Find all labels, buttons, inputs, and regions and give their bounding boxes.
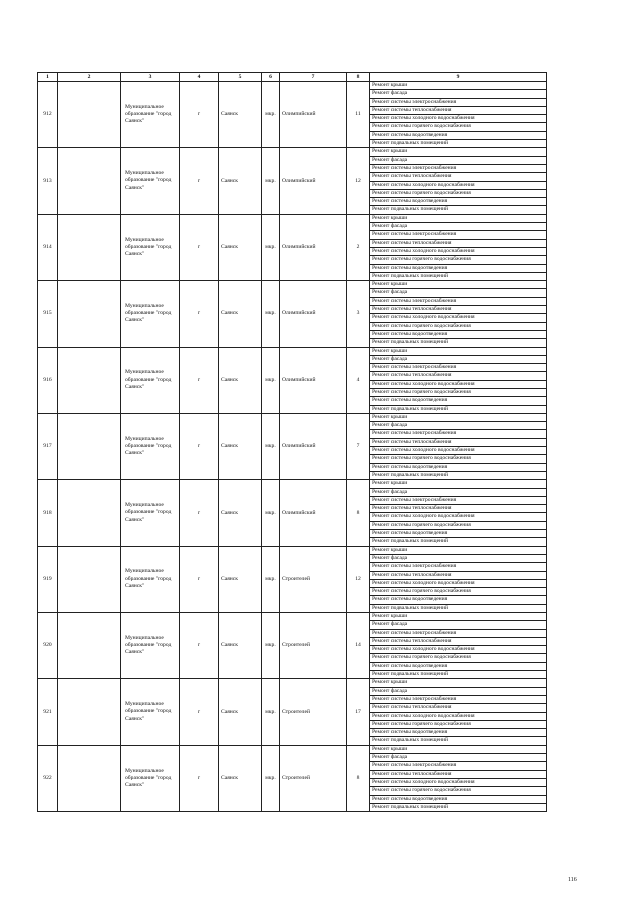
work-item-cell: Ремонт подвальных помещений: [370, 604, 547, 612]
work-item-cell: Ремонт системы водоотведения: [370, 795, 547, 803]
work-item-cell: Ремонт системы теплоснабжения: [370, 505, 547, 513]
work-item-cell: Ремонт системы электроснабжения: [370, 164, 547, 172]
settlement-cell: Саянск: [219, 148, 262, 214]
district-cell: Строителей: [280, 613, 347, 679]
work-item-cell: Ремонт фасада: [370, 289, 547, 297]
row-number: 918: [38, 480, 58, 546]
empty-cell: [58, 679, 121, 745]
table-row: [38, 281, 547, 289]
work-item-cell: Ремонт системы горячего водоснабжения: [370, 787, 547, 795]
work-item-cell: Ремонт системы водоотведения: [370, 596, 547, 604]
municipality-cell: Муниципальное образование "город Саянск": [121, 480, 180, 546]
empty-cell: [58, 281, 121, 347]
work-item-cell: Ремонт крыши: [370, 480, 547, 488]
house-number-cell: 3: [347, 281, 370, 347]
district-type-cell: мкр.: [262, 745, 280, 811]
header-cell: 1: [38, 73, 58, 82]
district-cell: Олимпийский: [280, 281, 347, 347]
district-type-cell: мкр.: [262, 82, 280, 148]
settlement-cell: Саянск: [219, 745, 262, 811]
table-row: [38, 745, 547, 753]
row-number: 919: [38, 546, 58, 612]
work-item-cell: Ремонт крыши: [370, 613, 547, 621]
header-cell: 8: [347, 73, 370, 82]
settlement-cell: Саянск: [219, 214, 262, 280]
work-item-cell: Ремонт системы водоотведения: [370, 463, 547, 471]
work-item-cell: Ремонт системы электроснабжения: [370, 231, 547, 239]
work-item-cell: Ремонт системы теплоснабжения: [370, 438, 547, 446]
work-item-cell: Ремонт системы электроснабжения: [370, 695, 547, 703]
empty-cell: [58, 480, 121, 546]
district-cell: Олимпийский: [280, 214, 347, 280]
row-number: 920: [38, 613, 58, 679]
work-item-cell: Ремонт системы холодного водоснабжения: [370, 314, 547, 322]
work-item-cell: Ремонт системы электроснабжения: [370, 762, 547, 770]
house-number-cell: 7: [347, 413, 370, 479]
empty-cell: [58, 745, 121, 811]
header-cell: 9: [370, 73, 547, 82]
settlement-cell: Саянск: [219, 546, 262, 612]
settlement-type-cell: г: [180, 613, 219, 679]
work-item-cell: Ремонт системы холодного водоснабжения: [370, 247, 547, 255]
house-number-cell: 14: [347, 613, 370, 679]
work-item-cell: Ремонт системы горячего водоснабжения: [370, 189, 547, 197]
work-item-cell: Ремонт системы электроснабжения: [370, 563, 547, 571]
work-item-cell: Ремонт системы теплоснабжения: [370, 637, 547, 645]
table-row: [38, 546, 547, 554]
work-item-cell: Ремонт крыши: [370, 413, 547, 421]
settlement-cell: Саянск: [219, 413, 262, 479]
document-sheet: [37, 72, 547, 812]
work-item-cell: Ремонт подвальных помещений: [370, 339, 547, 347]
empty-cell: [58, 82, 121, 148]
work-item-cell: Ремонт фасада: [370, 687, 547, 695]
house-number-cell: 2: [347, 214, 370, 280]
work-item-cell: Ремонт крыши: [370, 82, 547, 90]
house-number-cell: 11: [347, 82, 370, 148]
work-item-cell: Ремонт системы холодного водоснабжения: [370, 380, 547, 388]
work-item-cell: Ремонт системы теплоснабжения: [370, 372, 547, 380]
work-item-cell: Ремонт системы горячего водоснабжения: [370, 455, 547, 463]
repair-table: [37, 72, 547, 812]
empty-cell: [58, 413, 121, 479]
work-item-cell: Ремонт системы горячего водоснабжения: [370, 720, 547, 728]
district-type-cell: мкр.: [262, 480, 280, 546]
district-type-cell: мкр.: [262, 347, 280, 413]
district-type-cell: мкр.: [262, 413, 280, 479]
header-cell: 3: [121, 73, 180, 82]
work-item-cell: Ремонт фасада: [370, 621, 547, 629]
page-number: 116: [568, 877, 577, 883]
work-item-cell: Ремонт системы теплоснабжения: [370, 306, 547, 314]
settlement-type-cell: г: [180, 679, 219, 745]
table-row: [38, 413, 547, 421]
work-item-cell: Ремонт подвальных помещений: [370, 671, 547, 679]
work-item-cell: Ремонт системы холодного водоснабжения: [370, 181, 547, 189]
work-item-cell: Ремонт подвальных помещений: [370, 803, 547, 811]
table-row: [38, 679, 547, 687]
work-item-cell: Ремонт фасада: [370, 355, 547, 363]
district-cell: Олимпийский: [280, 82, 347, 148]
municipality-cell: Муниципальное образование "город Саянск": [121, 82, 180, 148]
row-number: 917: [38, 413, 58, 479]
header-cell: 2: [58, 73, 121, 82]
district-cell: Олимпийский: [280, 480, 347, 546]
settlement-cell: Саянск: [219, 679, 262, 745]
municipality-cell: Муниципальное образование "город Саянск": [121, 613, 180, 679]
row-number: 921: [38, 679, 58, 745]
work-item-cell: Ремонт системы теплоснабжения: [370, 770, 547, 778]
house-number-cell: 17: [347, 679, 370, 745]
municipality-cell: Муниципальное образование "город Саянск": [121, 546, 180, 612]
work-item-cell: Ремонт подвальных помещений: [370, 140, 547, 148]
settlement-type-cell: г: [180, 82, 219, 148]
house-number-cell: 12: [347, 546, 370, 612]
settlement-cell: Саянск: [219, 613, 262, 679]
settlement-type-cell: г: [180, 148, 219, 214]
work-item-cell: Ремонт системы водоотведения: [370, 530, 547, 538]
work-item-cell: Ремонт системы водоотведения: [370, 729, 547, 737]
work-item-cell: Ремонт подвальных помещений: [370, 405, 547, 413]
settlement-type-cell: г: [180, 480, 219, 546]
row-number: 915: [38, 281, 58, 347]
district-type-cell: мкр.: [262, 546, 280, 612]
municipality-cell: Муниципальное образование "город Саянск": [121, 148, 180, 214]
empty-cell: [58, 613, 121, 679]
work-item-cell: Ремонт системы холодного водоснабжения: [370, 646, 547, 654]
work-item-cell: Ремонт подвальных помещений: [370, 206, 547, 214]
settlement-cell: Саянск: [219, 82, 262, 148]
settlement-cell: Саянск: [219, 347, 262, 413]
work-item-cell: Ремонт фасада: [370, 488, 547, 496]
work-item-cell: Ремонт системы холодного водоснабжения: [370, 447, 547, 455]
municipality-cell: Муниципальное образование "город Саянск": [121, 214, 180, 280]
work-item-cell: Ремонт системы теплоснабжения: [370, 106, 547, 114]
work-item-cell: Ремонт системы горячего водоснабжения: [370, 388, 547, 396]
work-item-cell: Ремонт системы водоотведения: [370, 662, 547, 670]
settlement-type-cell: г: [180, 281, 219, 347]
work-item-cell: Ремонт системы водоотведения: [370, 330, 547, 338]
header-cell: 5: [219, 73, 262, 82]
work-item-cell: Ремонт системы водоотведения: [370, 131, 547, 139]
work-item-cell: Ремонт системы горячего водоснабжения: [370, 256, 547, 264]
row-number: 916: [38, 347, 58, 413]
work-item-cell: Ремонт системы водоотведения: [370, 264, 547, 272]
work-item-cell: Ремонт системы водоотведения: [370, 198, 547, 206]
work-item-cell: Ремонт системы холодного водоснабжения: [370, 115, 547, 123]
work-item-cell: Ремонт подвальных помещений: [370, 272, 547, 280]
work-item-cell: Ремонт системы электроснабжения: [370, 430, 547, 438]
work-item-cell: Ремонт системы холодного водоснабжения: [370, 778, 547, 786]
work-item-cell: Ремонт крыши: [370, 214, 547, 222]
row-number: 914: [38, 214, 58, 280]
district-cell: Строителей: [280, 745, 347, 811]
work-item-cell: Ремонт фасада: [370, 754, 547, 762]
work-item-cell: Ремонт системы холодного водоснабжения: [370, 513, 547, 521]
work-item-cell: Ремонт подвальных помещений: [370, 538, 547, 546]
work-item-cell: Ремонт системы теплоснабжения: [370, 704, 547, 712]
settlement-type-cell: г: [180, 347, 219, 413]
district-type-cell: мкр.: [262, 148, 280, 214]
municipality-cell: Муниципальное образование "город Саянск": [121, 413, 180, 479]
work-item-cell: Ремонт системы водоотведения: [370, 397, 547, 405]
work-item-cell: Ремонт системы теплоснабжения: [370, 571, 547, 579]
settlement-cell: Саянск: [219, 281, 262, 347]
work-item-cell: Ремонт крыши: [370, 679, 547, 687]
work-item-cell: Ремонт фасада: [370, 90, 547, 98]
work-item-cell: Ремонт крыши: [370, 546, 547, 554]
house-number-cell: 12: [347, 148, 370, 214]
district-cell: Строителей: [280, 679, 347, 745]
work-item-cell: Ремонт системы электроснабжения: [370, 297, 547, 305]
work-item-cell: Ремонт системы горячего водоснабжения: [370, 588, 547, 596]
municipality-cell: Муниципальное образование "город Саянск": [121, 745, 180, 811]
empty-cell: [58, 347, 121, 413]
district-cell: Олимпийский: [280, 347, 347, 413]
work-item-cell: Ремонт системы теплоснабжения: [370, 239, 547, 247]
work-item-cell: Ремонт системы электроснабжения: [370, 364, 547, 372]
work-item-cell: Ремонт системы горячего водоснабжения: [370, 123, 547, 131]
municipality-cell: Муниципальное образование "город Саянск": [121, 679, 180, 745]
work-item-cell: Ремонт фасада: [370, 156, 547, 164]
work-item-cell: Ремонт фасада: [370, 422, 547, 430]
work-item-cell: Ремонт крыши: [370, 347, 547, 355]
table-row: [38, 148, 547, 156]
settlement-type-cell: г: [180, 413, 219, 479]
table-row: [38, 347, 547, 355]
district-type-cell: мкр.: [262, 281, 280, 347]
header-cell: 7: [280, 73, 347, 82]
work-item-cell: Ремонт системы горячего водоснабжения: [370, 654, 547, 662]
work-item-cell: Ремонт подвальных помещений: [370, 471, 547, 479]
house-number-cell: 8: [347, 480, 370, 546]
table-row: [38, 480, 547, 488]
district-type-cell: мкр.: [262, 613, 280, 679]
work-item-cell: Ремонт крыши: [370, 745, 547, 753]
work-item-cell: Ремонт подвальных помещений: [370, 737, 547, 745]
work-item-cell: Ремонт системы холодного водоснабжения: [370, 579, 547, 587]
row-number: 913: [38, 148, 58, 214]
district-type-cell: мкр.: [262, 214, 280, 280]
header-cell: 6: [262, 73, 280, 82]
table-row: [38, 613, 547, 621]
empty-cell: [58, 546, 121, 612]
district-cell: Олимпийский: [280, 413, 347, 479]
work-item-cell: Ремонт системы электроснабжения: [370, 496, 547, 504]
house-number-cell: 8: [347, 745, 370, 811]
work-item-cell: Ремонт системы электроснабжения: [370, 629, 547, 637]
municipality-cell: Муниципальное образование "город Саянск": [121, 347, 180, 413]
row-number: 922: [38, 745, 58, 811]
work-item-cell: Ремонт крыши: [370, 148, 547, 156]
table-row: [38, 82, 547, 90]
work-item-cell: Ремонт фасада: [370, 223, 547, 231]
empty-cell: [58, 148, 121, 214]
empty-cell: [58, 214, 121, 280]
district-cell: Строителей: [280, 546, 347, 612]
header-row: [38, 73, 547, 82]
municipality-cell: Муниципальное образование "город Саянск": [121, 281, 180, 347]
work-item-cell: Ремонт системы электроснабжения: [370, 98, 547, 106]
header-cell: 4: [180, 73, 219, 82]
work-item-cell: Ремонт системы холодного водоснабжения: [370, 712, 547, 720]
settlement-type-cell: г: [180, 214, 219, 280]
settlement-type-cell: г: [180, 546, 219, 612]
house-number-cell: 4: [347, 347, 370, 413]
work-item-cell: Ремонт системы горячего водоснабжения: [370, 521, 547, 529]
work-item-cell: Ремонт системы теплоснабжения: [370, 173, 547, 181]
settlement-type-cell: г: [180, 745, 219, 811]
settlement-cell: Саянск: [219, 480, 262, 546]
work-item-cell: Ремонт крыши: [370, 281, 547, 289]
work-item-cell: Ремонт системы горячего водоснабжения: [370, 322, 547, 330]
row-number: 912: [38, 82, 58, 148]
work-item-cell: Ремонт фасада: [370, 554, 547, 562]
district-cell: Олимпийский: [280, 148, 347, 214]
district-type-cell: мкр.: [262, 679, 280, 745]
table-row: [38, 214, 547, 222]
